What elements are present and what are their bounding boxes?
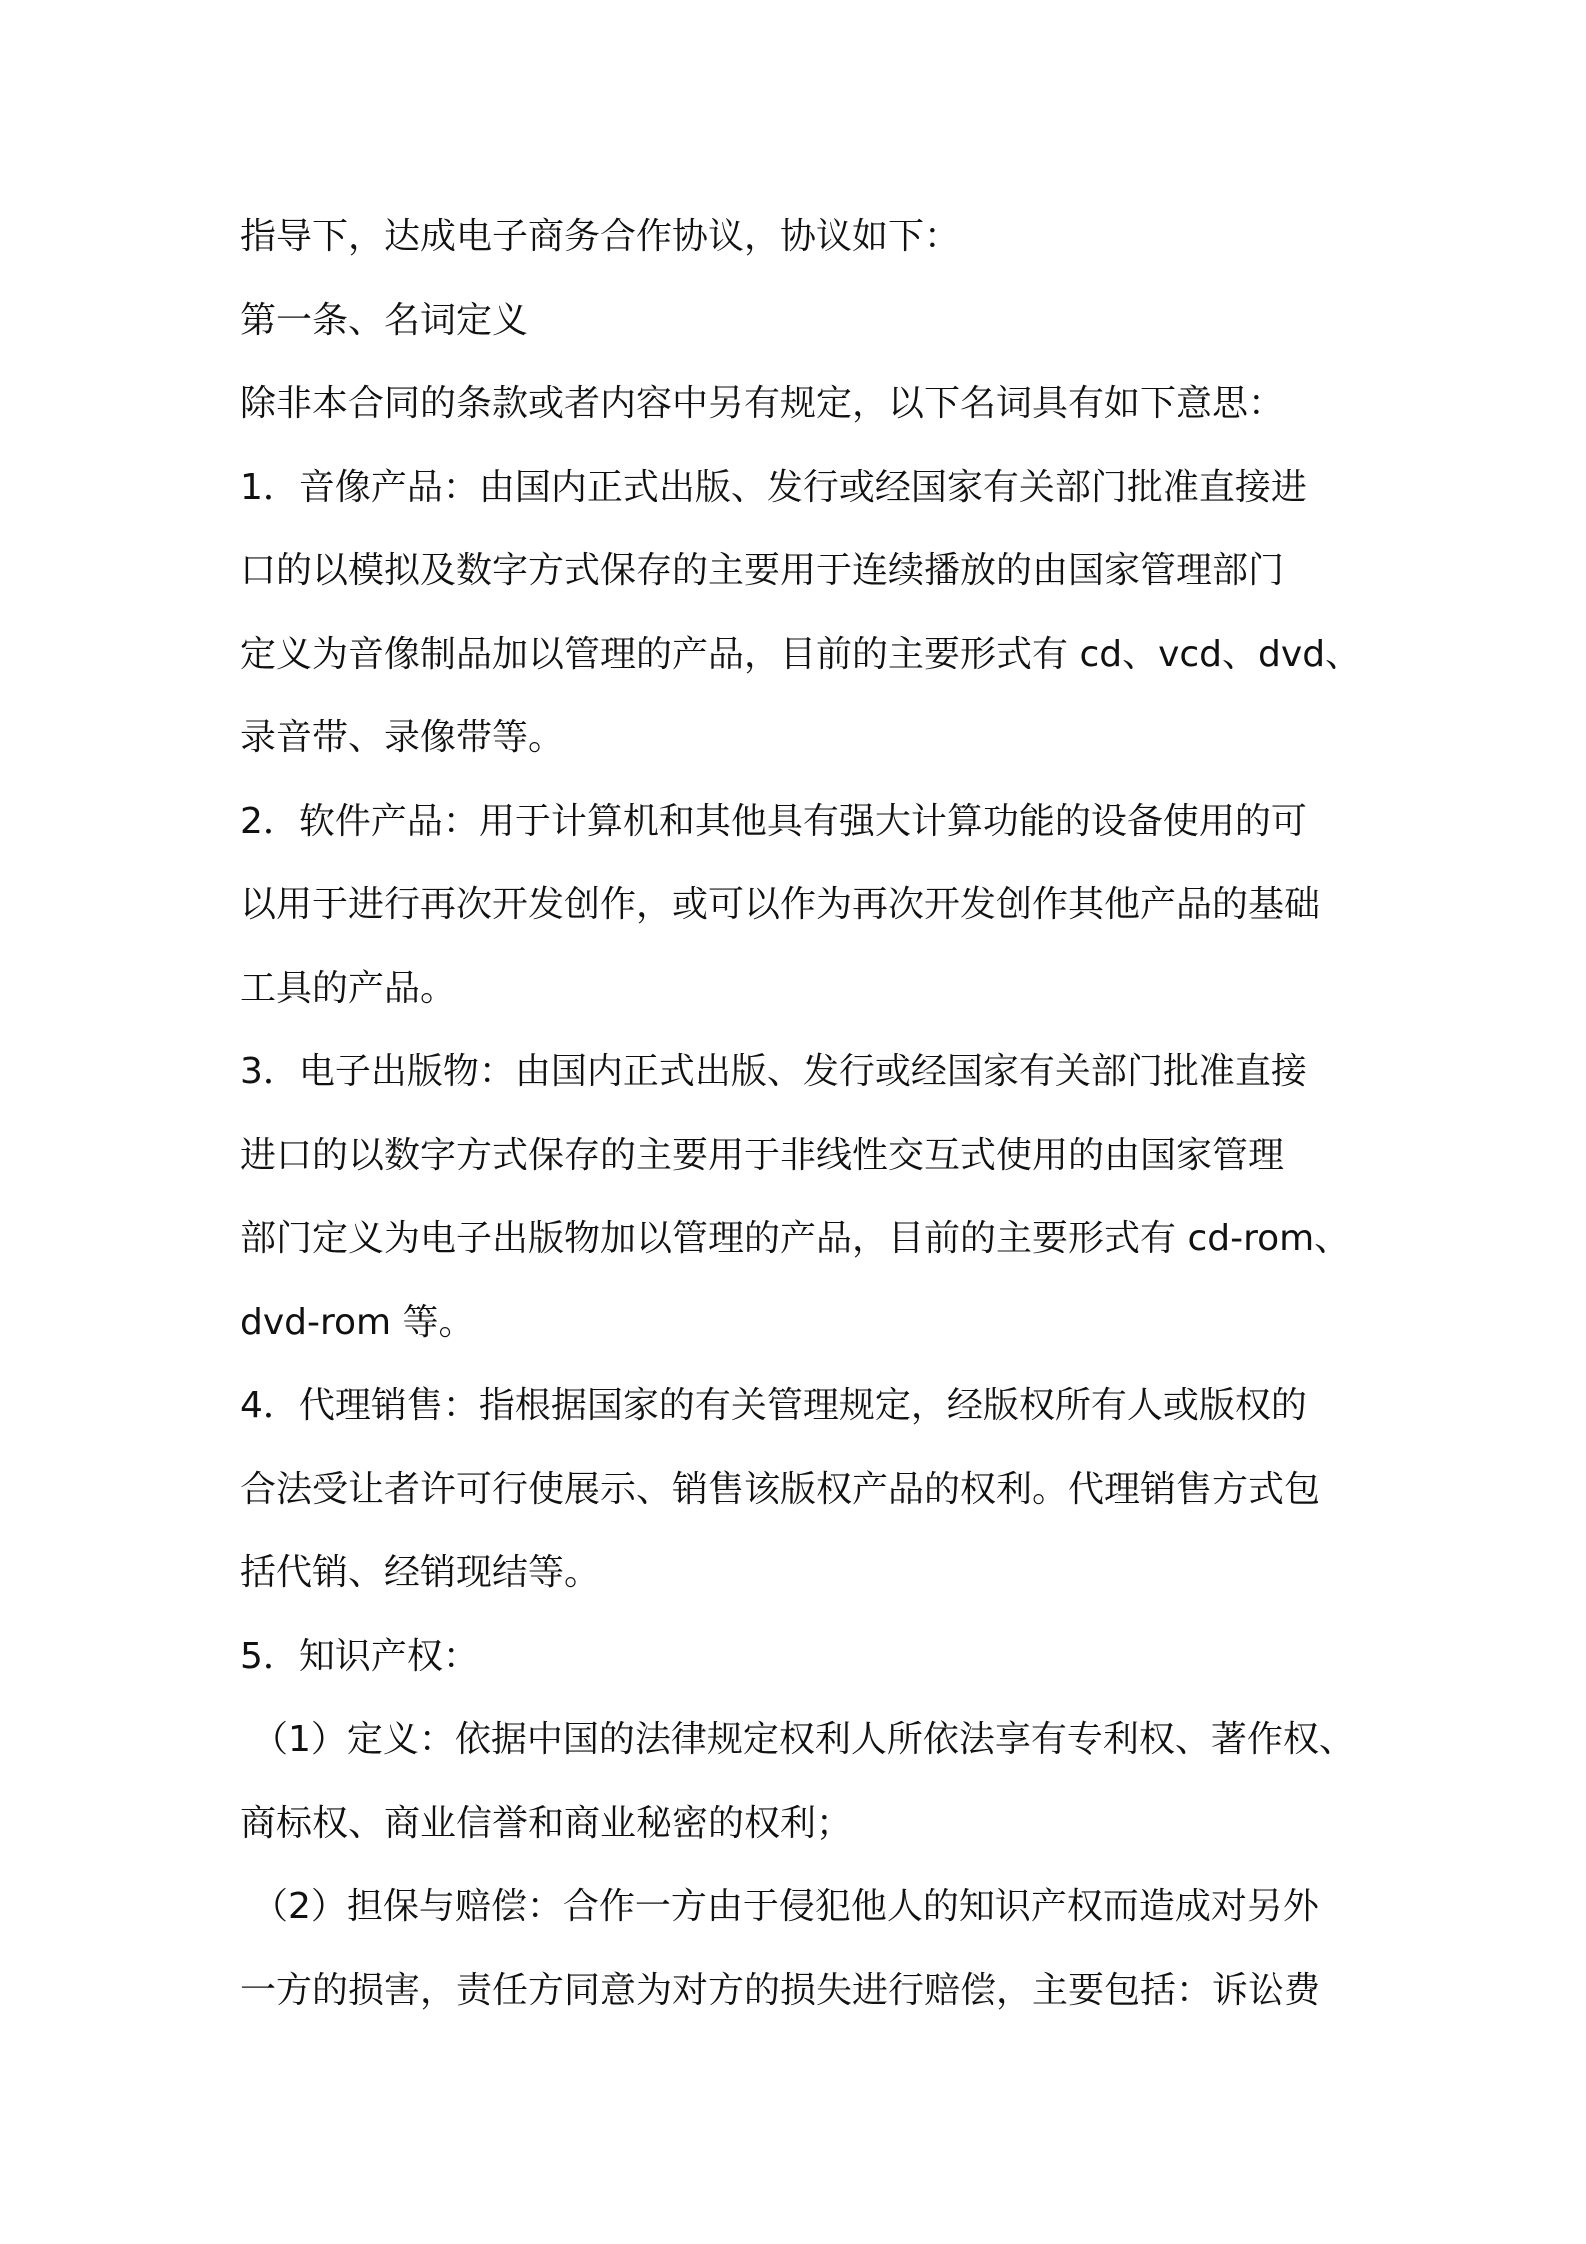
text-line: 5．知识产权： [240,1635,479,1677]
text-line: 3．电子出版物：由国内正式出版、发行或经国家有关部门批准直接 [240,1051,1307,1092]
text-line: （1）定义：依据中国的法律规定权利人所依法享有专利权、著作权、 [252,1719,1355,1760]
text-line: 指导下，达成电子商务合作协议，协议如下： [240,216,961,257]
text-line: 括代销、经销现结等。 [240,1552,601,1593]
text-line: 定义为音像制品加以管理的产品，目前的主要形式有 cd、vcd、dvd、 [240,633,1362,675]
text-line: 除非本合同的条款或者内容中另有规定，以下名词具有如下意思： [240,383,1285,424]
text-line: （2）担保与赔偿：合作一方由于侵犯他人的知识产权而造成对另外 [252,1886,1319,1927]
text-line: 以用于进行再次开发创作，或可以作为再次开发创作其他产品的基础 [240,884,1321,925]
text-line: 4．代理销售：指根据国家的有关管理规定，经版权所有人或版权的 [240,1385,1307,1426]
text-line: 2．软件产品：用于计算机和其他具有强大计算功能的设备使用的可 [240,800,1307,842]
text-line: 商标权、商业信誉和商业秘密的权利； [240,1802,853,1844]
text-line: 口的以模拟及数字方式保存的主要用于连续播放的由国家管理部门 [240,550,1285,591]
text-line: 一方的损害，责任方同意为对方的损失进行赔偿，主要包括：诉讼费 [240,1969,1321,2011]
text-line: 进口的以数字方式保存的主要用于非线性交互式使用的由国家管理 [240,1134,1285,1176]
text-line: 合法受让者许可行使展示、销售该版权产品的权利。代理销售方式包 [240,1468,1321,1510]
text-line: 1．音像产品：由国内正式出版、发行或经国家有关部门批准直接进 [240,466,1307,508]
text-line: dvd-rom 等。 [240,1301,475,1343]
text-line: 录音带、录像带等。 [240,717,565,758]
document-body [240,195,1370,2032]
section-heading: 第一条、名词定义 [240,299,529,341]
text-line: 工具的产品。 [240,967,457,1009]
text-line: 部门定义为电子出版物加以管理的产品，目前的主要形式有 cd-rom、 [240,1218,1351,1259]
